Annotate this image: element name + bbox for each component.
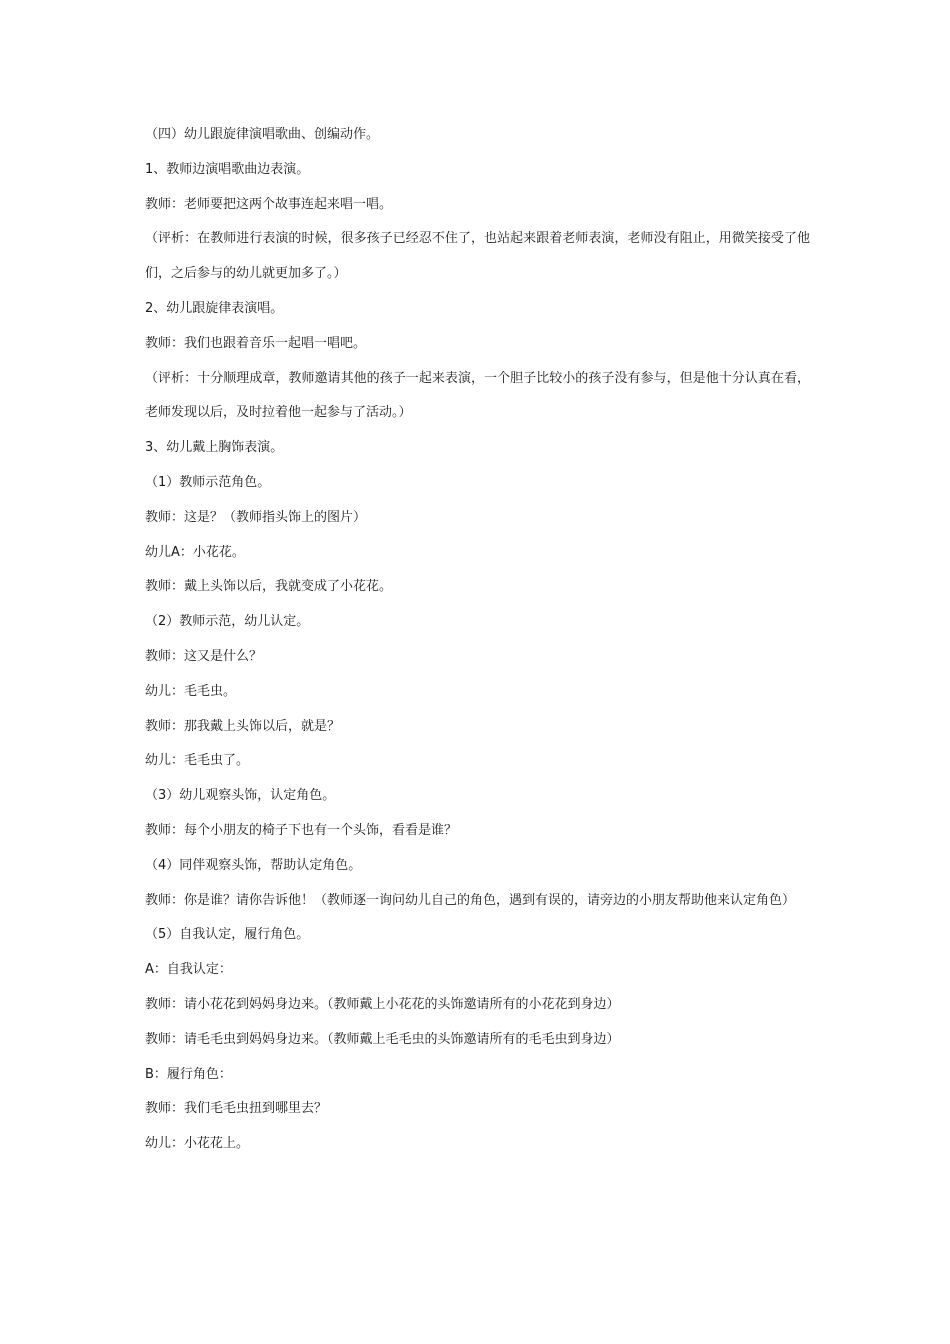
dialogue-line: 教师：请毛毛虫到妈妈身边来。（教师戴上毛毛虫的头饰邀请所有的毛毛虫到身边）: [145, 1031, 620, 1047]
dialogue-line: 教师：每个小朋友的椅子下也有一个头饰，看看是谁？: [145, 822, 458, 838]
step-heading: 1、教师边演唱歌曲边表演。: [145, 161, 310, 177]
dialogue-line: 教师：我们毛毛虫扭到哪里去？: [145, 1101, 328, 1117]
dialogue-line: 幼儿A：小花花。: [145, 544, 245, 560]
sub-step-heading: （4）同伴观察头饰，帮助认定角色。: [145, 857, 362, 873]
commentary-paragraph: （评析：在教师进行表演的时候，很多孩子已经忍不住了，也站起来跟着老师表演，老师没有阻止，用微笑接受了他们，之后参与的幼儿就更加多了。）: [145, 231, 810, 282]
dialogue-line: 教师：我们也跟着音乐一起唱一唱吧。: [145, 335, 367, 351]
sub-step-heading: （1）教师示范角色。: [145, 474, 271, 490]
part-heading: A：自我认定：: [145, 962, 232, 978]
sub-step-heading: （3）幼儿观察头饰，认定角色。: [145, 788, 336, 804]
part-heading: B：履行角色：: [145, 1066, 232, 1082]
sub-step-heading: （2）教师示范，幼儿认定。: [145, 614, 310, 630]
dialogue-line: 幼儿：毛毛虫了。: [145, 753, 250, 769]
dialogue-paragraph: 教师：你是谁？请你告诉他！（教师逐一询问幼儿自己的角色，遇到有误的，请旁边的小朋友帮助他来认定角色）: [145, 892, 796, 908]
dialogue-line: 教师：那我戴上头饰以后，就是？: [145, 718, 341, 734]
dialogue-line: 教师：这是？（教师指头饰上的图片）: [145, 509, 367, 525]
dialogue-line: 幼儿：小花花上。: [145, 1136, 250, 1152]
dialogue-line: 教师：请小花花到妈妈身边来。（教师戴上小花花的头饰邀请所有的小花花到身边）: [145, 996, 620, 1012]
document-page: [145, 118, 810, 1162]
dialogue-line: 幼儿：毛毛虫。: [145, 683, 237, 699]
sub-step-heading: （5）自我认定，履行角色。: [145, 927, 310, 943]
dialogue-line: 教师：老师要把这两个故事连起来唱一唱。: [145, 196, 393, 212]
commentary-paragraph: （评析：十分顺理成章，教师邀请其他的孩子一起来表演，一个胆子比较小的孩子没有参与，但是他十分认真在看，老师发现以后，及时拉着他一起参与了活动。）: [145, 370, 810, 421]
dialogue-line: 教师：这又是什么？: [145, 648, 263, 664]
step-heading: 3、幼儿戴上胸饰表演。: [145, 440, 284, 456]
section-heading: （四）幼儿跟旋律演唱歌曲、创编动作。: [145, 127, 380, 142]
step-heading: 2、幼儿跟旋律表演唱。: [145, 300, 284, 316]
dialogue-line: 教师：戴上头饰以后，我就变成了小花花。: [145, 579, 393, 595]
